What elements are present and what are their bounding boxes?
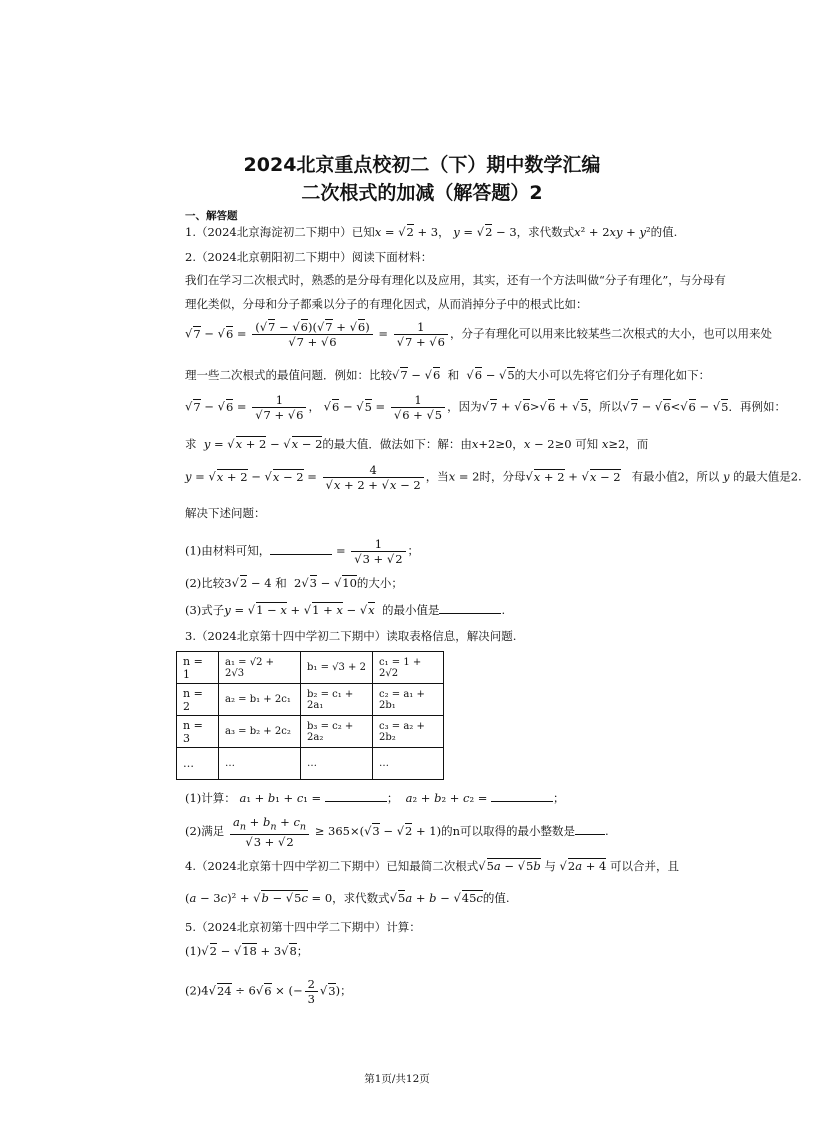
problem-5-head: 5.（2024北京初第十四中学二下期中）计算： (185, 920, 421, 934)
problem-5-question-2: (2)4√24 ÷ 6√6 × (− $\frac{2}{3}$ √3)； (185, 977, 352, 1006)
problem-3-question-2: (2)满足 $\frac{a_n + b_n + c_n}{√3 + √2}$ ≥ 365×(√3 − √2 + 1)的n可以取得的最小整数是 . (185, 815, 609, 850)
problem-2-text: 我们在学习二次根式时，熟悉的是分母有理化以及应用，其实，还有一个方法叫做“分子有理化”，与分母有 (185, 273, 726, 287)
answer-blank[interactable] (270, 542, 332, 555)
problem-1: 1.（2024北京海淀初二下期中）已知x = √2 + 3， y = √2 − 3，求代数式x² + 2xy + y²的值. (185, 225, 678, 239)
table-cell: a₂ = b₁ + 2c₁ (219, 684, 301, 716)
problem-4: (a − 3c)² + √b − √5c = 0，求代数式√5a + b − √45c的值. (185, 891, 510, 905)
problem-2-head: 2.（2024北京朝阳初二下期中）阅读下面材料： (185, 250, 433, 264)
table-cell: n = 1 (177, 652, 219, 684)
problem-3-head: 3.（2024北京第十四中学初二下期中）读取表格信息，解决问题. (185, 629, 517, 643)
table-row (177, 652, 444, 684)
problem-2-formula: y = √x + 2 − √x − 2 = $\frac{4}{√x + 2 + √x - 2}$ ，当x = 2时，分母√x + 2 + √x − 2 有最小值2，所以 y 的最大值是2. (185, 463, 802, 492)
table-cell: c₂ = a₁ + 2b₁ (373, 684, 444, 716)
page-footer: 第1页/共12页 (364, 1073, 430, 1085)
table-cell: … (373, 748, 444, 780)
table-row (177, 716, 444, 748)
problem-2-text: 求 y = √x + 2 − √x − 2的最大值．做法如下：解：由x+2≥0，x − 2≥0 可知 x≥2，而 (185, 437, 649, 451)
table-cell: c₃ = a₂ + 2b₂ (373, 716, 444, 748)
table-cell: a₁ = √2 + 2√3 (219, 652, 301, 684)
problem-2-text: 理化类似，分母和分子都乘以分子的有理化因式，从而消掉分子中的根式比如： (185, 297, 588, 311)
table-cell: … (219, 748, 301, 780)
problem-2-formula: √7 − √6 = $\frac{1}{√7 + √6}$ ， √6 − √5 = $\frac{1}{√6 + √5}$ ，因为√7 + √6>√6 + √5，所以√7 − √6<√6 − √5．再例如： (185, 393, 786, 422)
table-cell: … (301, 748, 373, 780)
problem-2-formula: √7 − √6 = $\frac{(√7 - √6)(√7 + √6)}{√7 + √6}$ = $\frac{1}{√7 + √6}$ ，分子有理化可以用来比较某些二次根式的大小，也可以用来处 (185, 320, 772, 349)
table-cell: n = 3 (177, 716, 219, 748)
table-cell: a₃ = b₂ + 2c₂ (219, 716, 301, 748)
problem-2-text: 理一些二次根式的最值问题．例如：比较√7 − √6 和 √6 − √5的大小可以先将它们分子有理化如下： (185, 368, 711, 382)
page-subtitle: 二次根式的加减（解答题）2 (301, 182, 543, 204)
problem-5-question-1: (1)√2 − √18 + 3√8； (185, 944, 309, 958)
info-table (176, 651, 444, 780)
table-row (177, 684, 444, 716)
table-cell: c₁ = 1 + 2√2 (373, 652, 444, 684)
problem-3-question-1: (1)计算： a₁ + b₁ + c₁ = ； a₂ + b₂ + c₂ = ； (185, 791, 565, 805)
problem-2-question-2: (2)比较3√2 − 4 和 2√3 − √10的大小； (185, 576, 403, 590)
problem-2-text: 解决下述问题： (185, 506, 266, 520)
table-cell: … (177, 748, 219, 780)
table-cell: b₂ = c₁ + 2a₁ (301, 684, 373, 716)
problem-2-question-1: (1)由材料可知， = $\frac{1}{√3 + √2}$ ； (185, 537, 420, 566)
section-heading: 一、解答题 (185, 210, 238, 222)
table-row (177, 748, 444, 780)
table-cell: b₁ = √3 + 2 (301, 652, 373, 684)
problem-2-question-3: (3)式子y = √1 − x + √1 + x − √x 的最小值是 . (185, 603, 506, 617)
answer-blank[interactable] (575, 822, 605, 835)
table-cell: b₃ = c₂ + 2a₂ (301, 716, 373, 748)
problem-4: 4.（2024北京第十四中学初二下期中）已知最简二次根式√5a − √5b 与 √2a + 4 可以合并，且 (185, 859, 679, 873)
answer-blank[interactable] (491, 789, 553, 802)
page-title: 2024北京重点校初二（下）期中数学汇编 (243, 154, 601, 176)
answer-blank[interactable] (325, 789, 387, 802)
table-cell: n = 2 (177, 684, 219, 716)
answer-blank[interactable] (439, 601, 501, 614)
